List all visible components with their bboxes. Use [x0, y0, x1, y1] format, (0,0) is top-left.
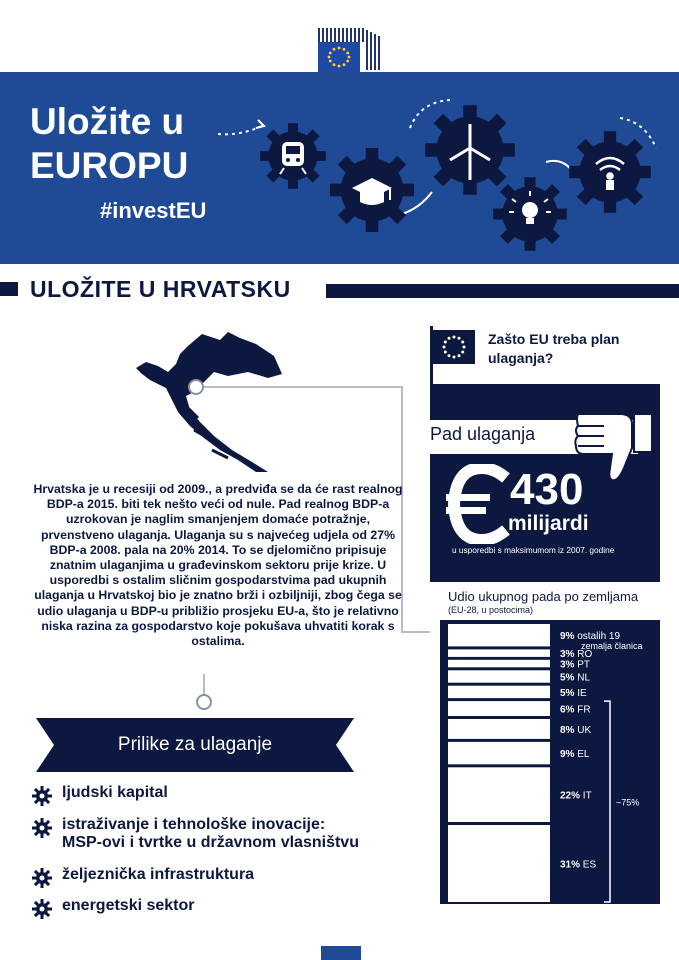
chart-title: Udio ukupnog pada po zemljama: [448, 589, 639, 604]
gear-icon: [32, 786, 52, 806]
bar-nl: [448, 670, 550, 682]
value-label: 3% PT: [560, 659, 591, 671]
value-label: 8% UK: [560, 725, 592, 736]
value-label: 31% ES: [560, 859, 597, 871]
gear-icon: [32, 818, 52, 838]
eu-flag-icon: [433, 330, 475, 364]
opportunities-list: [32, 784, 359, 915]
opportunity-item: [32, 784, 359, 802]
value-label: 22% IT: [560, 790, 592, 802]
bar-fr: [448, 701, 550, 716]
category-label-line-2: zemalja članica: [581, 641, 643, 652]
category-label: ostalih 19: [577, 631, 621, 643]
category-label: NL: [577, 672, 591, 684]
gear-icon: [32, 899, 52, 919]
hero-title-line-1: Uložite u: [30, 101, 185, 142]
drop-label: Pad ulaganja: [430, 424, 536, 444]
category-label: EL: [577, 749, 590, 761]
opportunity-label: željeznička infrastruktura: [62, 866, 255, 883]
opportunity-item: [32, 866, 359, 884]
opportunity-item: [32, 816, 359, 852]
hero-banner: [0, 72, 679, 264]
category-label: IE: [577, 687, 587, 699]
opportunity-label: ljudski kapital: [62, 784, 168, 801]
eu-flag-icon: [318, 42, 360, 72]
euro-symbol-icon: [446, 464, 516, 544]
thumbs-down-icon: [574, 410, 654, 488]
value-label: 9% ostalih 19: [560, 631, 621, 643]
value-label: 5% NL: [560, 672, 591, 684]
gear-icon: [32, 868, 52, 888]
bar-pt: [448, 660, 550, 668]
bar-uk: [448, 719, 550, 739]
bottom-tab: [321, 946, 361, 960]
distribution-chart: [440, 620, 660, 904]
bar-ro: [448, 649, 550, 657]
category-label: RO: [577, 649, 593, 661]
hero-title: [30, 100, 188, 188]
bracket: [604, 701, 610, 902]
drop-note: u usporedbi s maksimumom iz 2007. godine: [452, 545, 615, 555]
bar-ie: [448, 686, 550, 698]
chart-subtitle: (EU-28, u postocima): [448, 605, 534, 615]
opportunity-item: [32, 897, 359, 915]
category-label: ES: [582, 859, 597, 871]
bar-ostalih-19: [448, 624, 550, 646]
drop-unit: milijardi: [508, 512, 589, 535]
bracket-label: ~75%: [616, 797, 640, 808]
opportunity-label-2: MSP-ovi i tvrtke u državnom vlasništvu: [62, 834, 359, 851]
value-label: 3% RO: [560, 649, 593, 661]
hero-title-line-2: EUROPU: [30, 145, 189, 186]
opportunity-label: energetski sektor: [62, 897, 195, 914]
section-title: ULOŽITE U HRVATSKU: [30, 276, 291, 302]
value-label: 6% FR: [560, 704, 591, 716]
why-question: Zašto EU treba plan ulaganja?: [488, 331, 620, 366]
hero-hashtag: #investEU: [100, 198, 207, 223]
opportunities-header: Prilike za ulaganje: [117, 734, 273, 755]
opportunity-label: istraživanje i tehnološke inovacije:: [62, 816, 326, 833]
bar-it: [448, 767, 550, 822]
category-label: PT: [577, 659, 591, 671]
category-label: UK: [577, 725, 592, 736]
bar-es: [448, 825, 550, 902]
section-bar-left: [0, 282, 18, 296]
croatia-map: [128, 326, 288, 476]
bar-el: [448, 742, 550, 764]
section-bar-right: [326, 284, 679, 298]
category-label: IT: [582, 790, 592, 802]
body-paragraph: Hrvatska je u recesiji od 2009., a predviđa se da će rast realnog BDP-a 2015. biti tek nešto veći od nule. Pad realnog BDP-a uzrokovan je naglim smanjenjem domaće potražnje, prvenstveno ulaganja. Ulaganja su s najvećeg udjela od 27% BDP-a 2008. pala na 20% 2014. To se djelomično pripisuje znatnim ulaganjima u građevinskom sektoru prije krize. U usporedbi s ostalim sličnim gospodarstvima pad ukupnih ulaganja u Hrvatskoj bio je znatno brži i ozbiljniji, zbog čega se udio ulaganja u BDP-u približio prosjeku EU-a, što je relativno niska razina za gospodarstvo koje pokušava uhvatiti korak s ostalima.: [33, 482, 403, 649]
category-label: FR: [577, 704, 591, 716]
drop-amount: 430: [510, 465, 584, 514]
gear-digital: [569, 131, 651, 213]
value-label: 9% EL: [560, 749, 590, 761]
value-label: 5% IE: [560, 687, 587, 699]
